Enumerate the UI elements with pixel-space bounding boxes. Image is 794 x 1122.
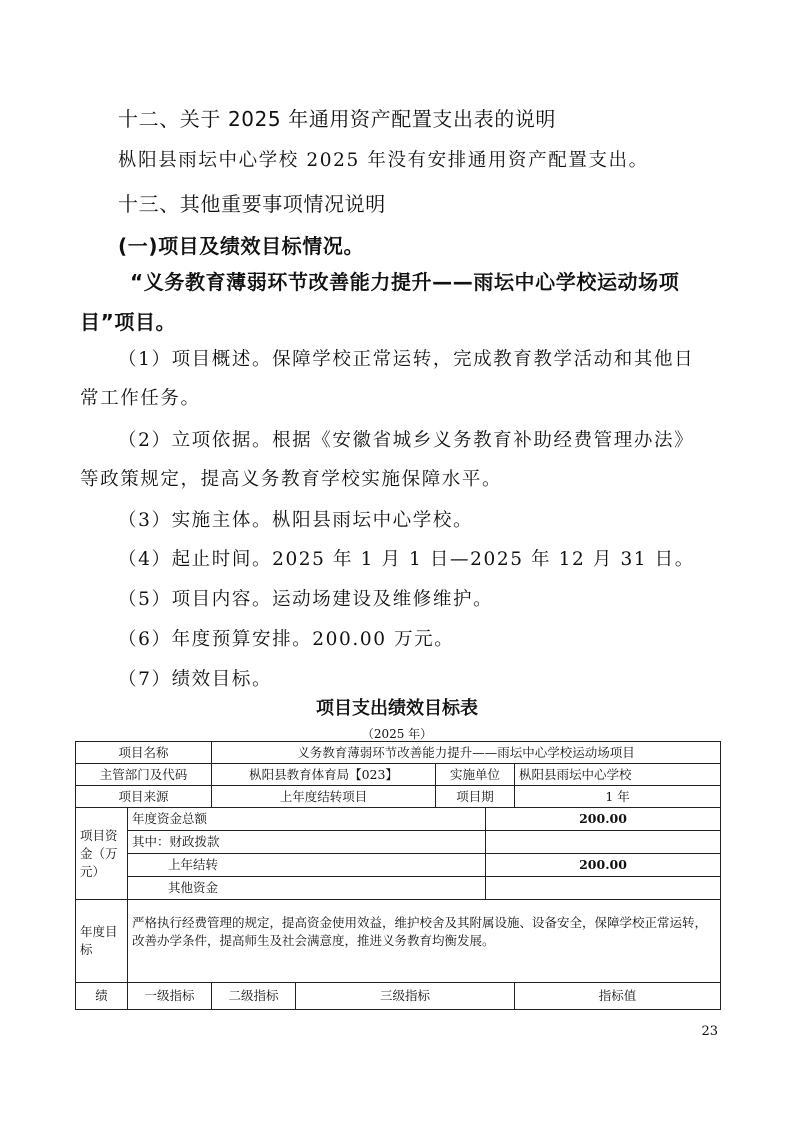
overview-line1: （1）项目概述。保障学校正常运转，完成教育教学活动和其他日 (118, 349, 695, 370)
source-label: 项目来源 (76, 786, 212, 808)
annual-goal-text: 严格执行经费管理的规定，提高资金使用效益，维护校舍及其附属设施、设备安全，保障学校正常运转，改善办学条件，提高师生及社会满意度，推进义务教育均衡发展。 (128, 900, 721, 983)
overview-line2: 常工作任务。 (80, 388, 201, 409)
period-text: （4）起止时间。2025 年 1 月 1 日—2025 年 12 月 31 日。 (118, 549, 695, 570)
project-name-value: 义务教育薄弱环节改善能力提升——雨坛中心学校运动场项目 (212, 742, 721, 764)
level1-header: 一级指标 (128, 983, 212, 1010)
table-row (76, 983, 721, 1010)
annual-goal-label: 年度目标 (76, 900, 128, 983)
table-title: 项目支出绩效目标表 (316, 698, 478, 719)
other-value (486, 877, 721, 900)
project-name-label: 项目名称 (76, 742, 212, 764)
carry-value: 200.00 (486, 854, 721, 877)
total-label: 年度资金总额 (128, 808, 486, 831)
indicator-group-label: 绩 (76, 983, 128, 1010)
page-number: 23 (701, 1024, 718, 1039)
budget-text: （6）年度预算安排。200.00 万元。 (118, 629, 455, 650)
table-row (76, 854, 721, 877)
performance-goal-table (75, 741, 721, 1010)
table-row (76, 808, 721, 831)
basis-line2: 等政策规定，提高义务教育学校实施保障水平。 (80, 469, 503, 490)
value-header: 指标值 (515, 983, 721, 1010)
fiscal-value (486, 831, 721, 854)
section-12-heading: 十二、关于 2025 年通用资产配置支出表的说明 (118, 107, 557, 131)
subsection-1-heading: (一)项目及绩效目标情况。 (118, 234, 365, 258)
goals-text: （7）绩效目标。 (118, 669, 273, 690)
level3-header: 三级指标 (296, 983, 515, 1010)
source-value: 上年度结转项目 (212, 786, 436, 808)
period-value: 1 年 (515, 786, 721, 808)
table-row (76, 764, 721, 786)
impl-value: 枞阳县雨坛中心学校 (515, 764, 721, 786)
period-label: 项目期 (436, 786, 515, 808)
table-row (76, 742, 721, 764)
impl-label: 实施单位 (436, 764, 515, 786)
project-name-line2: 目”项目。 (80, 310, 177, 334)
dept-label: 主管部门及代码 (76, 764, 212, 786)
section-12-text: 枞阳县雨坛中心学校 2025 年没有安排通用资产配置支出。 (118, 150, 649, 171)
table-row (76, 877, 721, 900)
total-value: 200.00 (486, 808, 721, 831)
content-text: （5）项目内容。运动场建设及维修维护。 (118, 589, 494, 610)
other-label: 其他资金 (128, 877, 486, 900)
carry-label: 上年结转 (128, 854, 486, 877)
project-name-line1: “义务教育薄弱环节改善能力提升——雨坛中心学校运动场项 (130, 270, 680, 294)
level2-header: 二级指标 (212, 983, 296, 1010)
table-row (76, 900, 721, 983)
implementer-text: （3）实施主体。枞阳县雨坛中心学校。 (118, 510, 474, 531)
fiscal-label: 其中：财政拨款 (128, 831, 486, 854)
basis-line1: （2）立项依据。根据《安徽省城乡义务教育补助经费管理办法》 (118, 430, 695, 451)
dept-value: 枞阳县教育体育局【023】 (212, 764, 436, 786)
table-subtitle: （2025 年） (361, 727, 433, 741)
table-row (76, 786, 721, 808)
funds-label: 项目资金（万元） (76, 808, 128, 900)
section-13-heading: 十三、其他重要事项情况说明 (118, 192, 386, 216)
table-row (76, 831, 721, 854)
